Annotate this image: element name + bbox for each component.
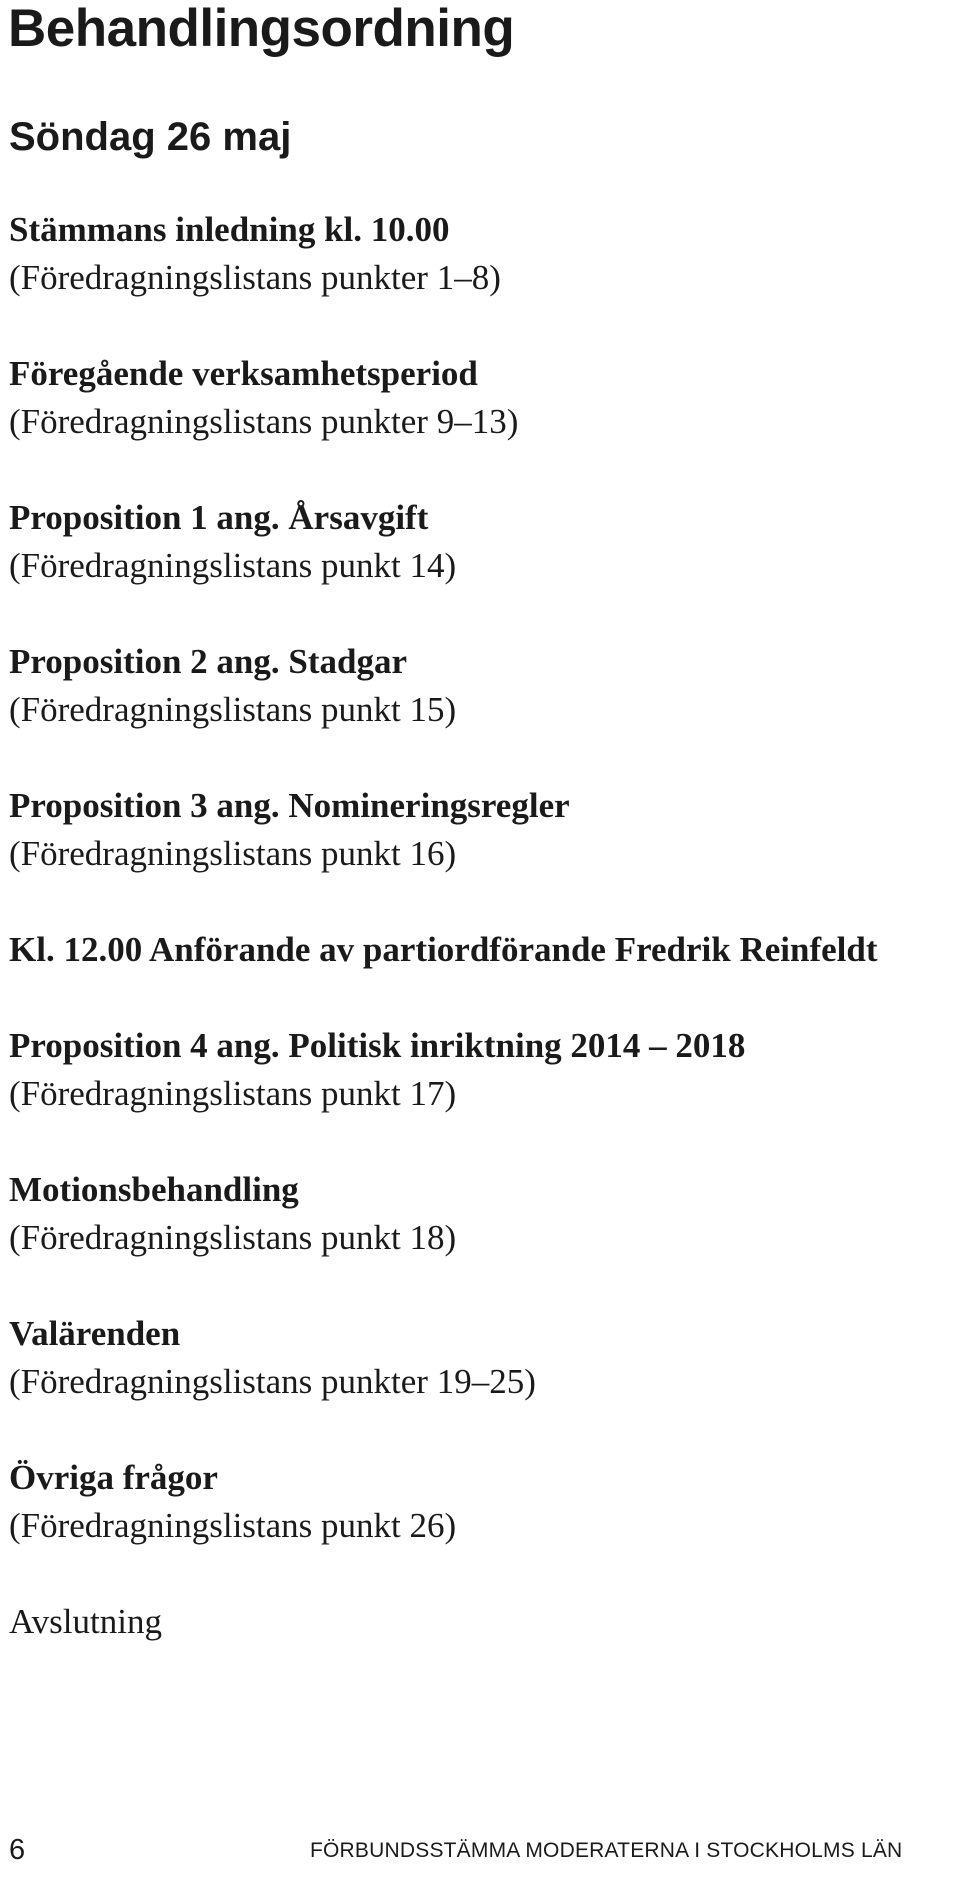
agenda-item-title: Proposition 4 ang. Politisk inriktning 2014 – 2018	[9, 1026, 746, 1065]
agenda-item-title: Proposition 3 ang. Nomineringsregler	[9, 786, 570, 825]
page-number: 6	[9, 1834, 26, 1866]
agenda-item-reference: (Föredragningslistans punkter 9–13)	[9, 402, 519, 441]
running-footer-text: FÖRBUNDSSTÄMMA MODERATERNA I STOCKHOLMS LÄN	[310, 1839, 903, 1862]
agenda-item-title: Avslutning	[9, 1602, 162, 1641]
agenda-item-elections	[9, 1310, 954, 1406]
agenda-item-title: Kl. 12.00 Anförande av partiordförande Fredrik Reinfeldt	[9, 930, 878, 969]
agenda-item-previous-period	[9, 350, 954, 446]
agenda-item-title: Proposition 1 ang. Årsavgift	[9, 498, 429, 537]
agenda-item-reference: (Föredragningslistans punkt 16)	[9, 834, 457, 873]
agenda-item-opening	[9, 206, 954, 302]
page-footer	[0, 1834, 960, 1866]
page-title: Behandlingsordning	[8, 0, 515, 58]
agenda-item-reference: (Föredragningslistans punkt 18)	[9, 1218, 457, 1257]
agenda-item-motions	[9, 1166, 954, 1262]
agenda-item-proposition-1	[9, 494, 954, 590]
agenda-item-title: Proposition 2 ang. Stadgar	[9, 642, 408, 681]
agenda-item-title: Stämmans inledning kl. 10.00	[9, 210, 450, 249]
agenda-item-other-questions	[9, 1454, 954, 1550]
agenda-item-reference: (Föredragningslistans punkter 1–8)	[9, 258, 501, 297]
agenda-item-reference: (Föredragningslistans punkter 19–25)	[9, 1362, 536, 1401]
agenda-item-reference: (Föredragningslistans punkt 26)	[9, 1506, 457, 1545]
day-heading: Söndag 26 maj	[9, 115, 292, 159]
agenda-item-reference: (Föredragningslistans punkt 17)	[9, 1074, 457, 1113]
agenda-item-closing	[9, 1598, 954, 1646]
agenda-item-title: Motionsbehandling	[9, 1170, 299, 1209]
agenda-item-proposition-4	[9, 1022, 954, 1118]
agenda-item-reference: (Föredragningslistans punkt 14)	[9, 546, 457, 585]
agenda-item-title: Valärenden	[9, 1314, 181, 1353]
agenda-item-proposition-3	[9, 782, 954, 878]
agenda-item-title: Övriga frågor	[9, 1458, 218, 1497]
agenda-item-reference: (Föredragningslistans punkt 15)	[9, 690, 457, 729]
agenda-item-proposition-2	[9, 638, 954, 734]
agenda-list	[9, 206, 954, 1694]
agenda-item-speech	[9, 926, 954, 974]
agenda-item-title: Föregående verksamhetsperiod	[9, 354, 478, 393]
